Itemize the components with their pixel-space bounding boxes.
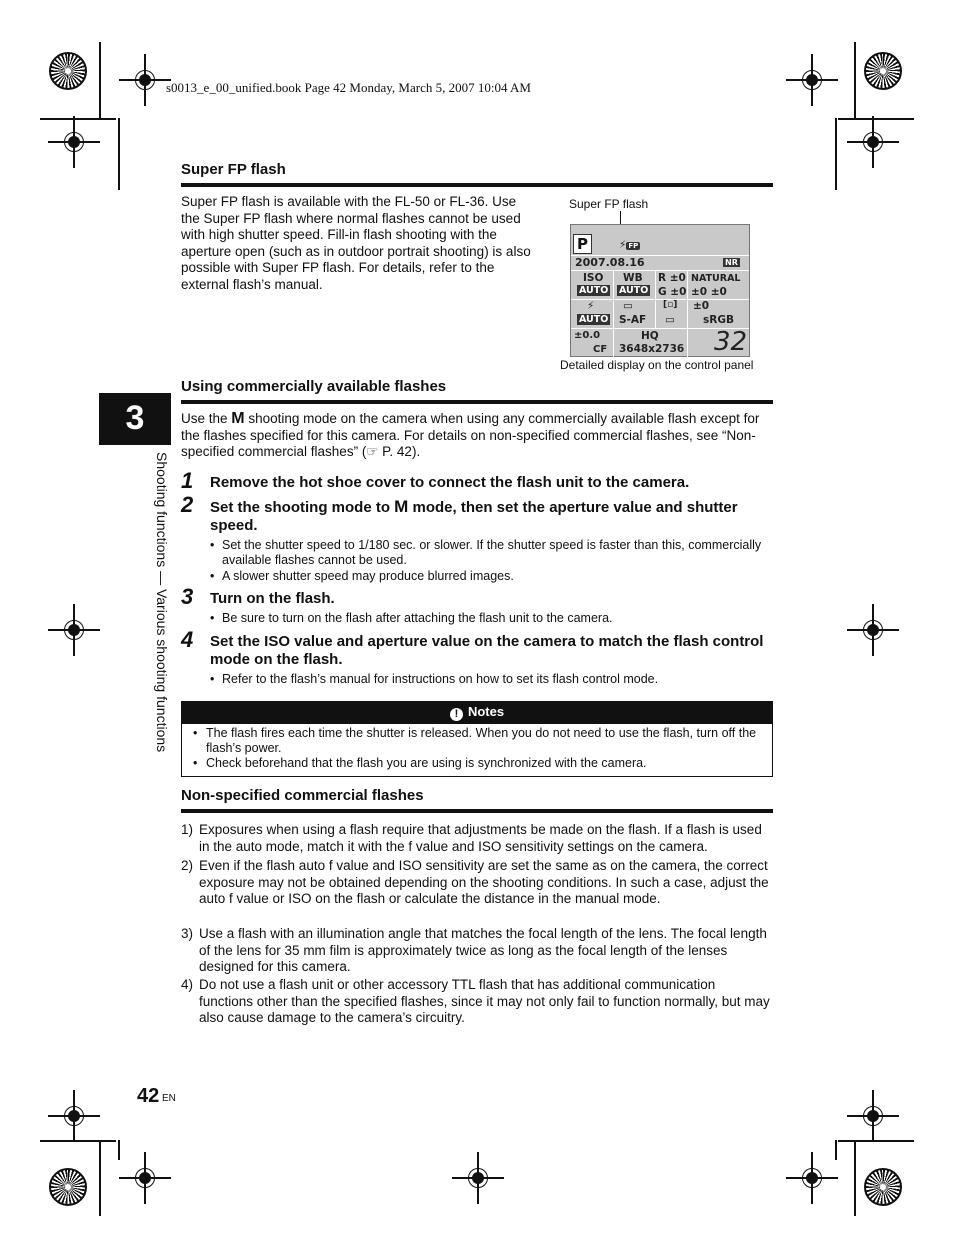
exclamation-icon: !	[450, 708, 463, 721]
numbered-item: 3) Use a flash with an illumination angle that matches the focal length of the lens. The focal length of the lens for 35 mm film is approximately twice as long as the focal length of the lenses designed for this camera.	[181, 926, 767, 974]
iso-label: ISO	[583, 272, 604, 284]
picture-mode: NATURAL	[691, 273, 741, 284]
manual-mode-symbol: M	[394, 497, 409, 516]
numbered-item: 4) Do not use a flash unit or other accessory TTL flash that has additional communication functions other than the specified flashes, since it may not only fail to function normally, but may also cause damage to the camera’s circuitry.	[181, 977, 770, 1025]
step-text: Set the shooting mode to M mode, then set the aperture value and shutter speed.	[210, 497, 738, 534]
side-chapter-title: Shooting functions — Various shooting functions	[154, 452, 170, 753]
registration-crosshair-icon	[859, 616, 887, 644]
af-area-icon: [▫]	[663, 300, 678, 310]
drive-icon: ▭	[665, 314, 675, 326]
registration-wheel-icon	[864, 52, 902, 90]
section-heading-super-fp: Super FP flash	[181, 161, 286, 178]
fp-badge: FP	[628, 242, 639, 250]
registration-crosshair-icon	[60, 616, 88, 644]
book-info-header: s0013_e_00_unified.book Page 42 Monday, March 5, 2007 10:04 AM	[166, 80, 531, 95]
wb-r-value: R ±0	[658, 272, 686, 284]
manual-mode-symbol: M	[231, 410, 245, 427]
saturation-contrast: ±0 ±0	[691, 286, 727, 298]
heading-rule	[181, 183, 773, 187]
heading-rule	[181, 400, 773, 404]
registration-crosshair-icon	[131, 66, 159, 94]
registration-crosshair-icon	[859, 128, 887, 156]
step-bullet: • A slower shutter speed may produce blurred images.	[210, 569, 762, 584]
remaining-shots: 32	[714, 327, 748, 357]
card-type: CF	[593, 344, 608, 355]
step-bullet: • Be sure to turn on the flash after attaching the flash unit to the camera.	[210, 611, 762, 626]
step-text: Turn on the flash.	[210, 590, 335, 607]
af-mode: S-AF	[619, 314, 647, 326]
control-panel-display	[570, 224, 750, 357]
notes-box	[181, 701, 773, 777]
image-resolution: 3648x2736	[619, 343, 685, 355]
language-code: EN	[162, 1093, 176, 1104]
iso-value: AUTO	[579, 285, 609, 296]
registration-wheel-icon	[49, 1168, 87, 1206]
panel-date: 2007.08.16	[575, 256, 645, 269]
registration-crosshair-icon	[464, 1164, 492, 1192]
super-fp-paragraph: Super FP flash is available with the FL-50 or FL-36. Use the Super FP flash where normal flashes cannot be used with high shutter speed. Fill-in flash shooting with the aperture open (such as in outdoor portrait shooting) is also possible with Super FP flash. For details, refer to the external flash’s manual.	[181, 194, 531, 292]
page-number: 42	[137, 1085, 160, 1107]
figure-caption: Detailed display on the control panel	[560, 358, 754, 372]
note-item: • The flash fires each time the shutter is released. When you do not need to use the flash, turn off the flash’s power.	[182, 726, 766, 756]
flash-icon: ⚡ FP	[619, 239, 639, 251]
wb-g-value: G ±0	[658, 286, 687, 298]
step-number: 1	[181, 468, 194, 493]
registration-crosshair-icon	[859, 1102, 887, 1130]
exposure-compensation: ±0.0	[574, 330, 601, 341]
image-quality: HQ	[641, 330, 659, 342]
registration-crosshair-icon	[60, 1102, 88, 1130]
registration-crosshair-icon	[798, 1164, 826, 1192]
step-bullet: • Refer to the flash’s manual for instructions on how to set its flash control mode.	[210, 672, 762, 687]
color-space: sRGB	[703, 314, 734, 326]
registration-crosshair-icon	[798, 66, 826, 94]
nr-badge: NR	[725, 258, 738, 267]
wb-value: AUTO	[619, 285, 649, 296]
step-text: Remove the hot shoe cover to connect the flash unit to the camera.	[210, 474, 690, 491]
step-bullet: • Set the shutter speed to 1/180 sec. or slower. If the shutter speed is faster than this, commercially available flashes cannot be used.	[210, 538, 762, 568]
step-number: 4	[181, 627, 194, 652]
wb-label: WB	[623, 272, 643, 284]
flash-mode-icon: ⚡	[587, 300, 595, 312]
figure-label: Super FP flash	[569, 197, 649, 211]
metering-icon: ▭	[623, 300, 633, 312]
numbered-item: 1) Exposures when using a flash require that adjustments be made on the flash. If a flash is used in the auto mode, match it with the f value and ISO sensitivity settings on the camera.	[181, 822, 762, 854]
sharpness-value: ±0	[693, 300, 710, 312]
mode-indicator: P	[573, 234, 592, 254]
flash-mode-value: AUTO	[579, 314, 609, 325]
section-heading-commercial: Using commercially available flashes	[181, 378, 447, 395]
registration-crosshair-icon	[131, 1164, 159, 1192]
step-text: Set the ISO value and aperture value on the camera to match the flash control mode on the flash.	[210, 633, 764, 668]
note-item: • Check beforehand that the flash you are using is synchronized with the camera.	[182, 756, 766, 771]
commercial-intro: Use the M shooting mode on the camera when using any commercially available flash except for the flashes specified for this camera. For details on non-specified commercial flashes, see “Non-specified commercial flashes” (☞ P. 42).	[181, 410, 760, 459]
notes-header: ! Notes	[182, 702, 772, 724]
registration-crosshair-icon	[60, 128, 88, 156]
numbered-item: 2) Even if the flash auto f value and ISO sensitivity are set the same as on the camera, the correct exposure may not be obtained depending on the shooting conditions. In such a case, adjust the auto f value or ISO on the flash or calculate the distance in the manual mode.	[181, 858, 769, 906]
section-heading-nonspecified: Non-specified commercial flashes	[181, 787, 424, 804]
heading-rule	[181, 809, 773, 813]
chapter-tab: 3	[99, 393, 171, 445]
registration-wheel-icon	[49, 52, 87, 90]
registration-wheel-icon	[864, 1168, 902, 1206]
step-number: 2	[181, 492, 194, 517]
step-number: 3	[181, 584, 194, 609]
